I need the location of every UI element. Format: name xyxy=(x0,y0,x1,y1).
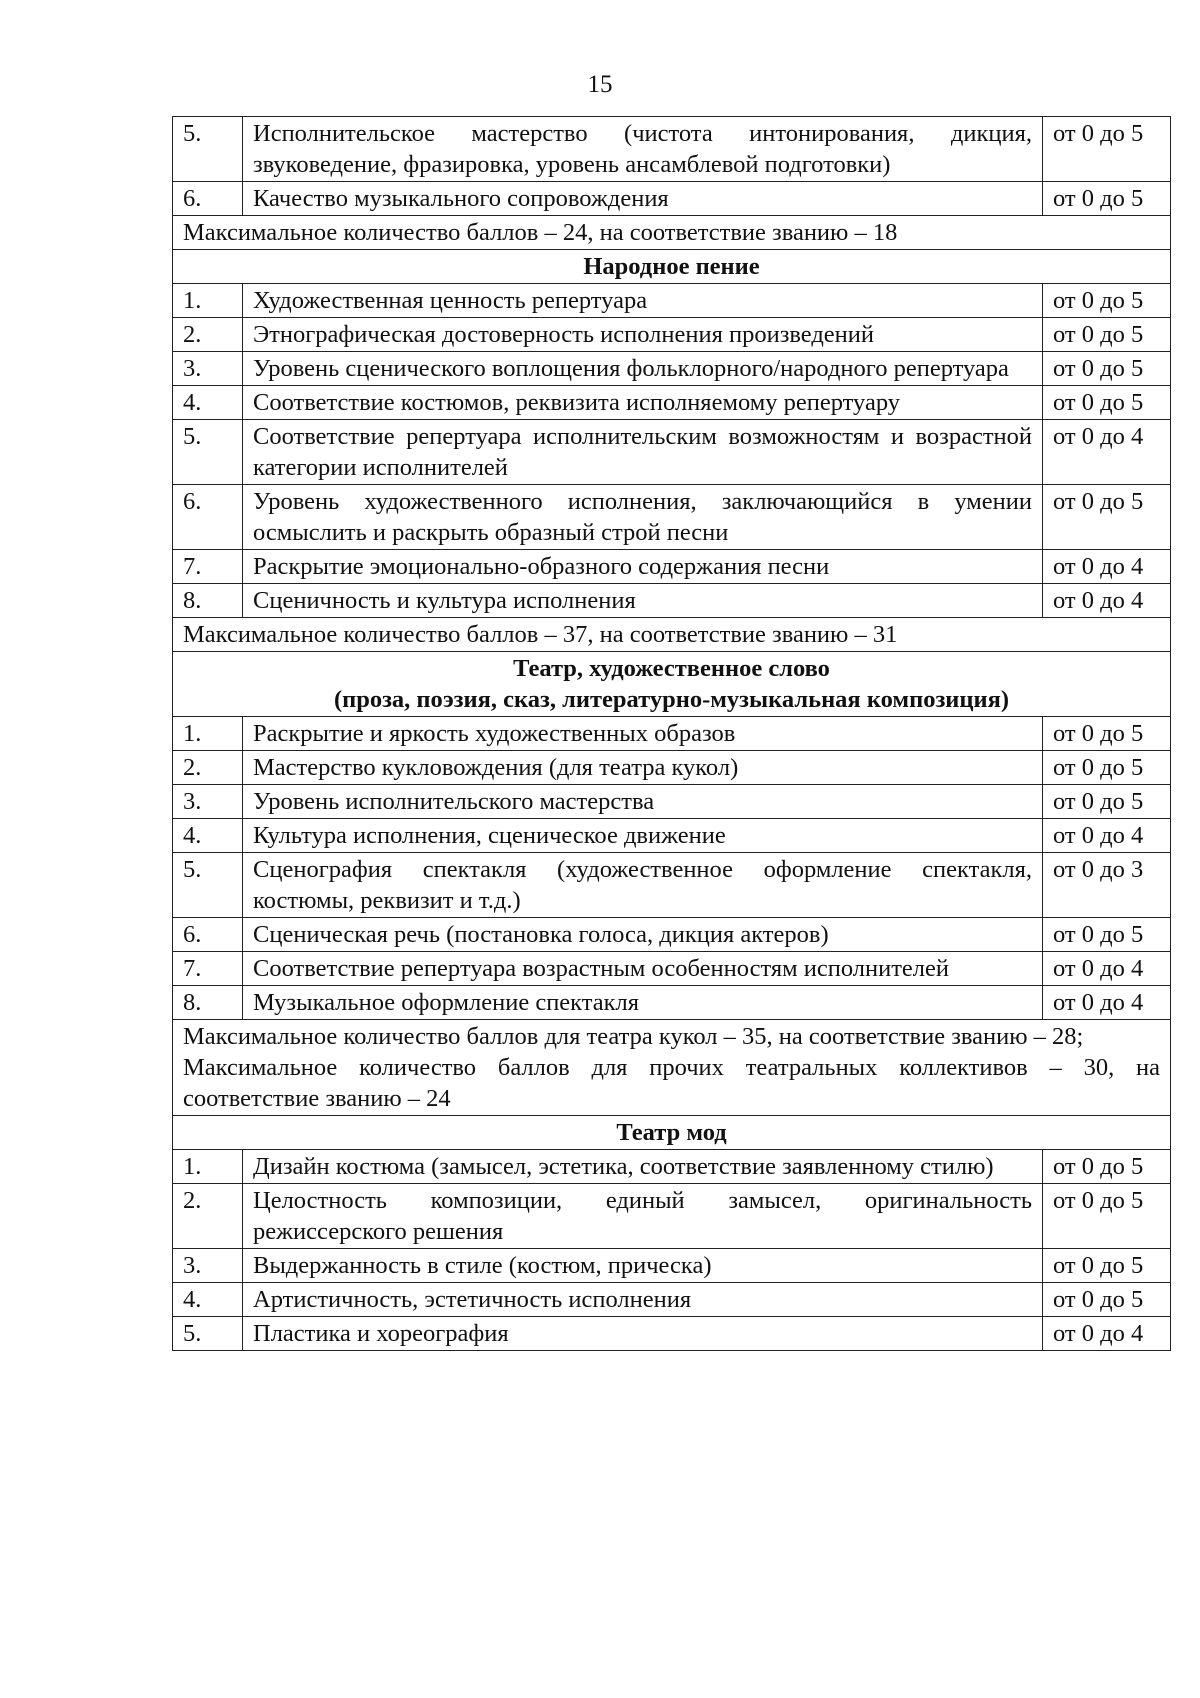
max-score-note xyxy=(173,216,1171,250)
criterion-row xyxy=(173,1317,1171,1351)
criterion-row xyxy=(173,751,1171,785)
criterion-score: от 0 до 5 xyxy=(1043,182,1171,216)
criterion-text: Мастерство кукловождения (для театра кукол) xyxy=(243,751,1043,785)
max-score-note xyxy=(173,1020,1171,1116)
criterion-text: Уровень сценического воплощения фольклорного/народного репертуара xyxy=(243,352,1043,386)
criterion-number: 1. xyxy=(173,284,243,318)
criterion-row xyxy=(173,352,1171,386)
max-score-line: Максимальное количество баллов для прочих театральных коллективов – 30, на соответствие званию – 24 xyxy=(183,1054,1160,1112)
section-heading-line: (проза, поэзия, сказ, литературно-музыкальная композиция) xyxy=(333,686,1010,713)
section-heading-line: Народное пение xyxy=(583,253,760,280)
criterion-score: от 0 до 5 xyxy=(1043,352,1171,386)
section-heading xyxy=(173,250,1171,284)
criterion-score: от 0 до 4 xyxy=(1043,550,1171,584)
criterion-row xyxy=(173,182,1171,216)
criterion-text: Выдержанность в стиле (костюм, прическа) xyxy=(243,1249,1043,1283)
criterion-number: 5. xyxy=(173,1317,243,1351)
criterion-score: от 0 до 5 xyxy=(1043,751,1171,785)
criterion-number: 4. xyxy=(173,386,243,420)
criterion-text: Пластика и хореография xyxy=(243,1317,1043,1351)
criterion-number: 3. xyxy=(173,352,243,386)
criterion-number: 2. xyxy=(173,318,243,352)
criterion-score: от 0 до 5 xyxy=(1043,1150,1171,1184)
criterion-row xyxy=(173,485,1171,550)
section-heading-row xyxy=(173,652,1171,717)
criterion-row xyxy=(173,420,1171,485)
criterion-text: Музыкальное оформление спектакля xyxy=(243,986,1043,1020)
criterion-score: от 0 до 5 xyxy=(1043,717,1171,751)
criterion-text: Артистичность, эстетичность исполнения xyxy=(243,1283,1043,1317)
criterion-row xyxy=(173,717,1171,751)
max-score-row xyxy=(173,216,1171,250)
criterion-row xyxy=(173,986,1171,1020)
criterion-score: от 0 до 4 xyxy=(1043,986,1171,1020)
criterion-row xyxy=(173,1150,1171,1184)
criterion-number: 8. xyxy=(173,986,243,1020)
max-score-row xyxy=(173,1020,1171,1116)
criterion-row xyxy=(173,117,1171,182)
max-score-row xyxy=(173,618,1171,652)
criterion-number: 8. xyxy=(173,584,243,618)
criteria-table xyxy=(172,116,1171,1351)
criterion-row xyxy=(173,853,1171,918)
criterion-number: 7. xyxy=(173,952,243,986)
criterion-row xyxy=(173,584,1171,618)
criterion-row xyxy=(173,1184,1171,1249)
criterion-text: Качество музыкального сопровождения xyxy=(243,182,1043,216)
criterion-score: от 0 до 3 xyxy=(1043,853,1171,918)
criterion-score: от 0 до 5 xyxy=(1043,785,1171,819)
criterion-score: от 0 до 5 xyxy=(1043,1283,1171,1317)
criterion-score: от 0 до 4 xyxy=(1043,420,1171,485)
criterion-text: Сценическая речь (постановка голоса, дикция актеров) xyxy=(243,918,1043,952)
criterion-row xyxy=(173,386,1171,420)
criterion-text: Раскрытие и яркость художественных образов xyxy=(243,717,1043,751)
section-heading-line: Театр мод xyxy=(616,1119,727,1146)
max-score-note xyxy=(173,618,1171,652)
criterion-row xyxy=(173,318,1171,352)
section-heading xyxy=(173,1116,1171,1150)
section-heading-row xyxy=(173,1116,1171,1150)
criterion-row xyxy=(173,550,1171,584)
criterion-row xyxy=(173,1283,1171,1317)
criterion-number: 3. xyxy=(173,785,243,819)
criterion-number: 6. xyxy=(173,918,243,952)
criterion-score: от 0 до 5 xyxy=(1043,1249,1171,1283)
max-score-line: Максимальное количество баллов – 37, на соответствие званию – 31 xyxy=(183,621,898,648)
criterion-number: 5. xyxy=(173,117,243,182)
criterion-row xyxy=(173,785,1171,819)
section-heading-row xyxy=(173,250,1171,284)
criterion-number: 3. xyxy=(173,1249,243,1283)
criterion-score: от 0 до 4 xyxy=(1043,584,1171,618)
criterion-row xyxy=(173,918,1171,952)
criterion-text: Этнографическая достоверность исполнения произведений xyxy=(243,318,1043,352)
criterion-number: 4. xyxy=(173,819,243,853)
criterion-score: от 0 до 4 xyxy=(1043,1317,1171,1351)
criterion-number: 7. xyxy=(173,550,243,584)
criterion-text: Культура исполнения, сценическое движение xyxy=(243,819,1043,853)
criterion-number: 6. xyxy=(173,485,243,550)
criterion-text: Соответствие репертуара исполнительским возможностям и возрастной категории исполнителей xyxy=(243,420,1043,485)
criterion-text: Целостность композиции, единый замысел, оригинальность режиссерского решения xyxy=(243,1184,1043,1249)
criterion-number: 1. xyxy=(173,717,243,751)
criterion-row xyxy=(173,284,1171,318)
criterion-text: Сценичность и культура исполнения xyxy=(243,584,1043,618)
criterion-text: Раскрытие эмоционально-образного содержания песни xyxy=(243,550,1043,584)
max-score-line: Максимальное количество баллов для театра кукол – 35, на соответствие званию – 28; xyxy=(183,1023,1084,1050)
criterion-score: от 0 до 5 xyxy=(1043,318,1171,352)
criterion-number: 6. xyxy=(173,182,243,216)
criterion-row xyxy=(173,1249,1171,1283)
criterion-text: Уровень художественного исполнения, заключающийся в умении осмыслить и раскрыть образный строй песни xyxy=(243,485,1043,550)
criterion-text: Сценография спектакля (художественное оформление спектакля, костюмы, реквизит и т.д.) xyxy=(243,853,1043,918)
criterion-row xyxy=(173,952,1171,986)
criterion-score: от 0 до 5 xyxy=(1043,918,1171,952)
section-heading-line: Театр, художественное слово xyxy=(513,655,830,682)
criterion-text: Уровень исполнительского мастерства xyxy=(243,785,1043,819)
criterion-row xyxy=(173,819,1171,853)
criterion-number: 5. xyxy=(173,853,243,918)
criterion-text: Дизайн костюма (замысел, эстетика, соответствие заявленному стилю) xyxy=(243,1150,1043,1184)
criterion-text: Художественная ценность репертуара xyxy=(243,284,1043,318)
section-heading xyxy=(173,652,1171,717)
criterion-number: 2. xyxy=(173,751,243,785)
criterion-score: от 0 до 5 xyxy=(1043,117,1171,182)
criterion-score: от 0 до 4 xyxy=(1043,819,1171,853)
criteria-table-body xyxy=(173,117,1171,1351)
criterion-score: от 0 до 5 xyxy=(1043,386,1171,420)
criterion-score: от 0 до 5 xyxy=(1043,284,1171,318)
page-number: 15 xyxy=(587,71,613,98)
criterion-number: 5. xyxy=(173,420,243,485)
max-score-line: Максимальное количество баллов – 24, на соответствие званию – 18 xyxy=(183,219,898,246)
criterion-score: от 0 до 4 xyxy=(1043,952,1171,986)
criterion-number: 2. xyxy=(173,1184,243,1249)
criterion-number: 4. xyxy=(173,1283,243,1317)
criterion-text: Соответствие репертуара возрастным особенностям исполнителей xyxy=(243,952,1043,986)
criterion-text: Соответствие костюмов, реквизита исполняемому репертуару xyxy=(243,386,1043,420)
criterion-score: от 0 до 5 xyxy=(1043,485,1171,550)
criterion-text: Исполнительское мастерство (чистота интонирования, дикция, звуковедение, фразировка, уровень ансамблевой подготовки) xyxy=(243,117,1043,182)
criterion-score: от 0 до 5 xyxy=(1043,1184,1171,1249)
criterion-number: 1. xyxy=(173,1150,243,1184)
